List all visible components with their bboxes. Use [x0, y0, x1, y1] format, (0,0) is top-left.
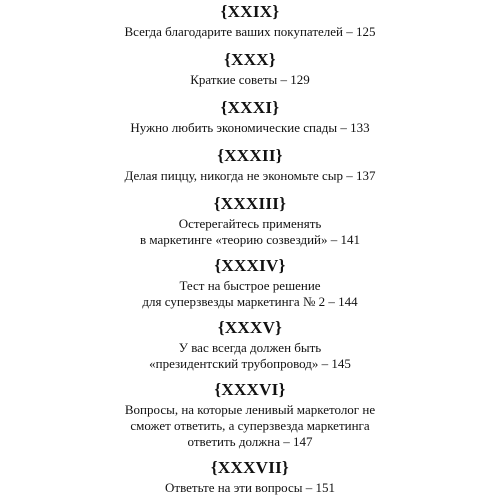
chapter-numeral: {XXXIII}: [213, 194, 287, 213]
chapter-title-line: «президентский трубопровод» – 145: [149, 356, 351, 371]
chapter-numeral: {XXXV}: [217, 318, 283, 337]
chapter-numeral: {XXXVI}: [214, 380, 286, 399]
chapter-title: Ответьте на эти вопросы – 151: [165, 480, 335, 495]
chapter-title-line: У вас всегда должен быть: [178, 340, 322, 355]
chapter-numeral: {XXXI}: [220, 98, 280, 117]
chapter-title-line: сможет ответить, а суперзвезда маркетинга: [130, 418, 370, 433]
chapter-title-line: для суперзвезды маркетинга № 2 – 144: [142, 294, 358, 309]
chapter-numeral: {XXX}: [224, 50, 276, 69]
chapter-title: Краткие советы – 129: [190, 72, 310, 87]
chapter-title: Нужно любить экономические спады – 133: [130, 120, 370, 135]
chapter-title-line: ответить должна – 147: [187, 434, 313, 449]
chapter-title-line: Вопросы, на которые ленивый маркетолог не: [124, 402, 376, 417]
chapter-title-line: в маркетинге «теорию созвездий» – 141: [139, 232, 361, 247]
chapter-numeral: {XXXVII}: [210, 458, 290, 477]
chapter-title-line: Остерегайтесь применять: [178, 216, 322, 231]
chapter-title: Всегда благодарите ваших покупателей – 125: [124, 24, 376, 39]
chapter-numeral: {XXIX}: [220, 2, 280, 21]
chapter-numeral: {XXXII}: [217, 146, 283, 165]
chapter-numeral: {XXXIV}: [214, 256, 286, 275]
chapter-title-line: Тест на быстрое решение: [179, 278, 321, 293]
chapter-title: Делая пиццу, никогда не экономьте сыр – 137: [124, 168, 376, 183]
